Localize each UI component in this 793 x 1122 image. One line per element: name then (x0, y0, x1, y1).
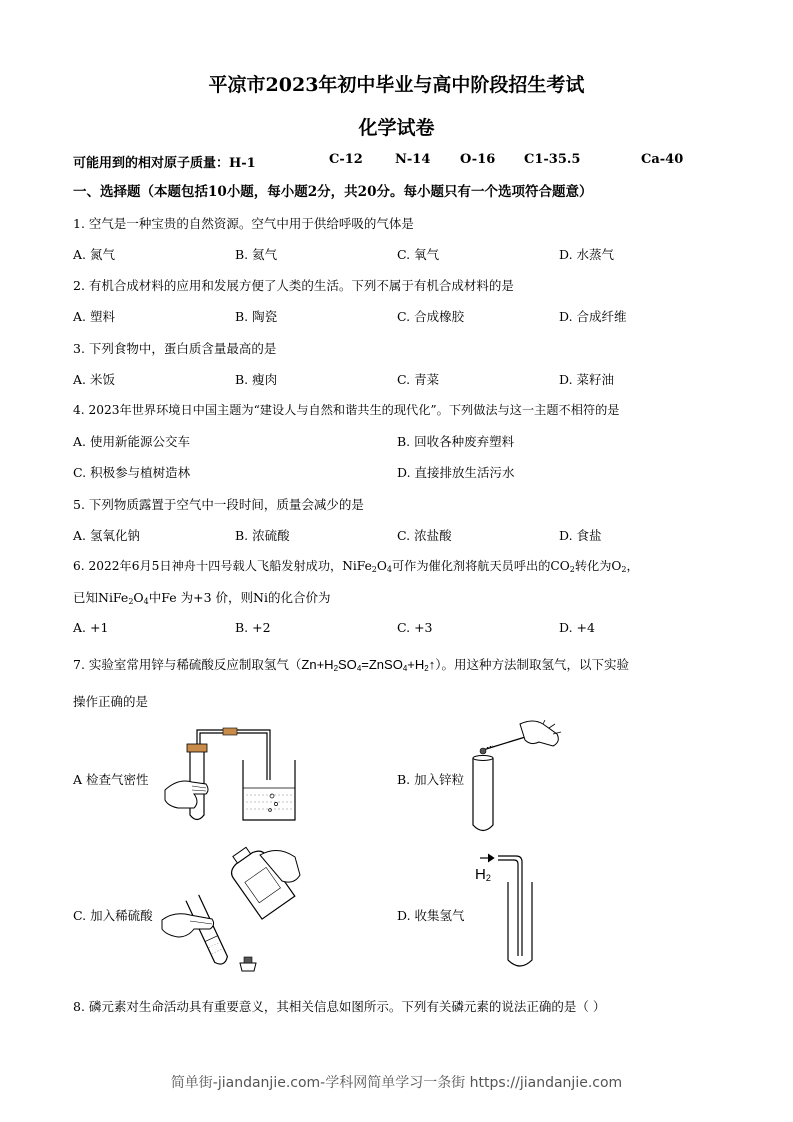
question-3-stem: 3. 下列食物中，蛋白质含量最高的是 (73, 341, 277, 356)
atomic-mass-label: 可能用到的相对原子质量：H-1 (73, 156, 256, 171)
question-4-option-a: A. 使用新能源公交车 (73, 434, 190, 449)
question-4-option-d: D. 直接排放生活污水 (397, 465, 515, 480)
question-6-stem-line1: 6. 2022年6月5日神舟十四号载人飞船发射成功，$NiFe_2O_4$可作为催化剂将航天员呼出的$CO_2$转化为$O_2$， (73, 559, 639, 574)
atomic-mass-ca: Ca-40 (641, 152, 684, 167)
add-sulfuric-acid-illustration (160, 845, 310, 975)
question-3-option-a: A. 米饭 (73, 372, 115, 387)
question-1-option-b: B. 氦气 (235, 247, 278, 262)
question-6-option-d: D. +4 (559, 620, 595, 635)
hydrogen-label: $H_2$ (475, 866, 491, 883)
question-5-option-b: B. 浓硫酸 (235, 528, 290, 543)
question-2-option-a: A. 塑料 (73, 309, 115, 324)
page-footer: 简单街-jiandanjie.com-学科网简单学习一条街 https://jiandanjie.com (170, 1075, 623, 1091)
atomic-mass-c: C-12 (329, 152, 363, 167)
question-1-option-d: D. 水蒸气 (559, 247, 615, 262)
question-3-option-b: B. 瘦肉 (235, 372, 278, 387)
question-7-option-a: A 检查气密性 (73, 772, 149, 787)
question-6-option-b: B. +2 (235, 620, 271, 635)
question-4-option-b: B. 回收各种废弃塑料 (397, 434, 515, 449)
question-5-option-a: A. 氢氧化钠 (73, 528, 140, 543)
question-7-stem-line1: 7. 实验室常用锌与稀硫酸反应制取氢气$(Zn+H_2SO_4=ZnSO_4+H_2↑)$。用这种方法制取氢气，以下实验 (73, 657, 629, 673)
atomic-mass-o: O-16 (460, 152, 496, 167)
add-zinc-illustration (465, 720, 575, 835)
atomic-mass-n: N-14 (395, 152, 431, 167)
question-1-option-a: A. 氮气 (73, 247, 115, 262)
question-8-stem: 8. 磷元素对生命活动具有重要意义，其相关信息如图所示。下列有关磷元素的说法正确的是（ ） (73, 999, 606, 1014)
question-2-option-d: D. 合成纤维 (559, 309, 627, 324)
question-4-stem: 4. 2023年世界环境日中国主题为“建设人与自然和谐共生的现代化”。下列做法与这一主题不相符的是 (73, 403, 620, 417)
question-3-option-d: D. 菜籽油 (559, 372, 615, 387)
question-4-option-c: C. 积极参与植树造林 (73, 465, 191, 480)
exam-title: 平凉市2023年初中毕业与高中阶段招生考试 (208, 74, 585, 96)
airtightness-check-illustration (160, 720, 300, 830)
question-2-option-b: B. 陶瓷 (235, 309, 278, 324)
question-6-option-a: A. +1 (73, 620, 109, 635)
question-1-option-c: C. 氧气 (397, 247, 440, 262)
question-1-stem: 1. 空气是一种宝贵的自然资源。空气中用于供给呼吸的气体是 (73, 216, 414, 231)
question-7-option-d: D. 收集氢气 (397, 908, 465, 923)
question-6-option-c: C. +3 (397, 620, 433, 635)
question-5-stem: 5. 下列物质露置于空气中一段时间，质量会减少的是 (73, 497, 364, 512)
question-5-option-d: D. 食盐 (559, 528, 602, 543)
question-7-option-c: C. 加入稀硫酸 (73, 908, 153, 923)
question-7-stem-line2: 操作正确的是 (73, 694, 149, 709)
question-7-option-b: B. 加入锌粒 (397, 772, 465, 787)
question-2-stem: 2. 有机合成材料的应用和发展方便了人类的生活。下列不属于有机合成材料的是 (73, 278, 514, 293)
section-heading: 一、选择题（本题包括10小题，每小题2分，共20分。每小题只有一个选项符合题意） (73, 184, 593, 200)
atomic-mass-cl: C1-35.5 (524, 152, 581, 167)
question-6-stem-line2: 已知$NiFe_2O_4$中Fe 为+3 价，则Ni的化合价为 (73, 590, 331, 606)
reaction-equation: $Zn+H_2SO_4=ZnSO_4+H_2↑$ (301, 657, 436, 673)
question-2-option-c: C. 合成橡胶 (397, 309, 465, 324)
question-5-option-c: C. 浓盐酸 (397, 528, 452, 543)
question-3-option-c: C. 青菜 (397, 372, 440, 387)
paper-subtitle: 化学试卷 (358, 117, 435, 139)
